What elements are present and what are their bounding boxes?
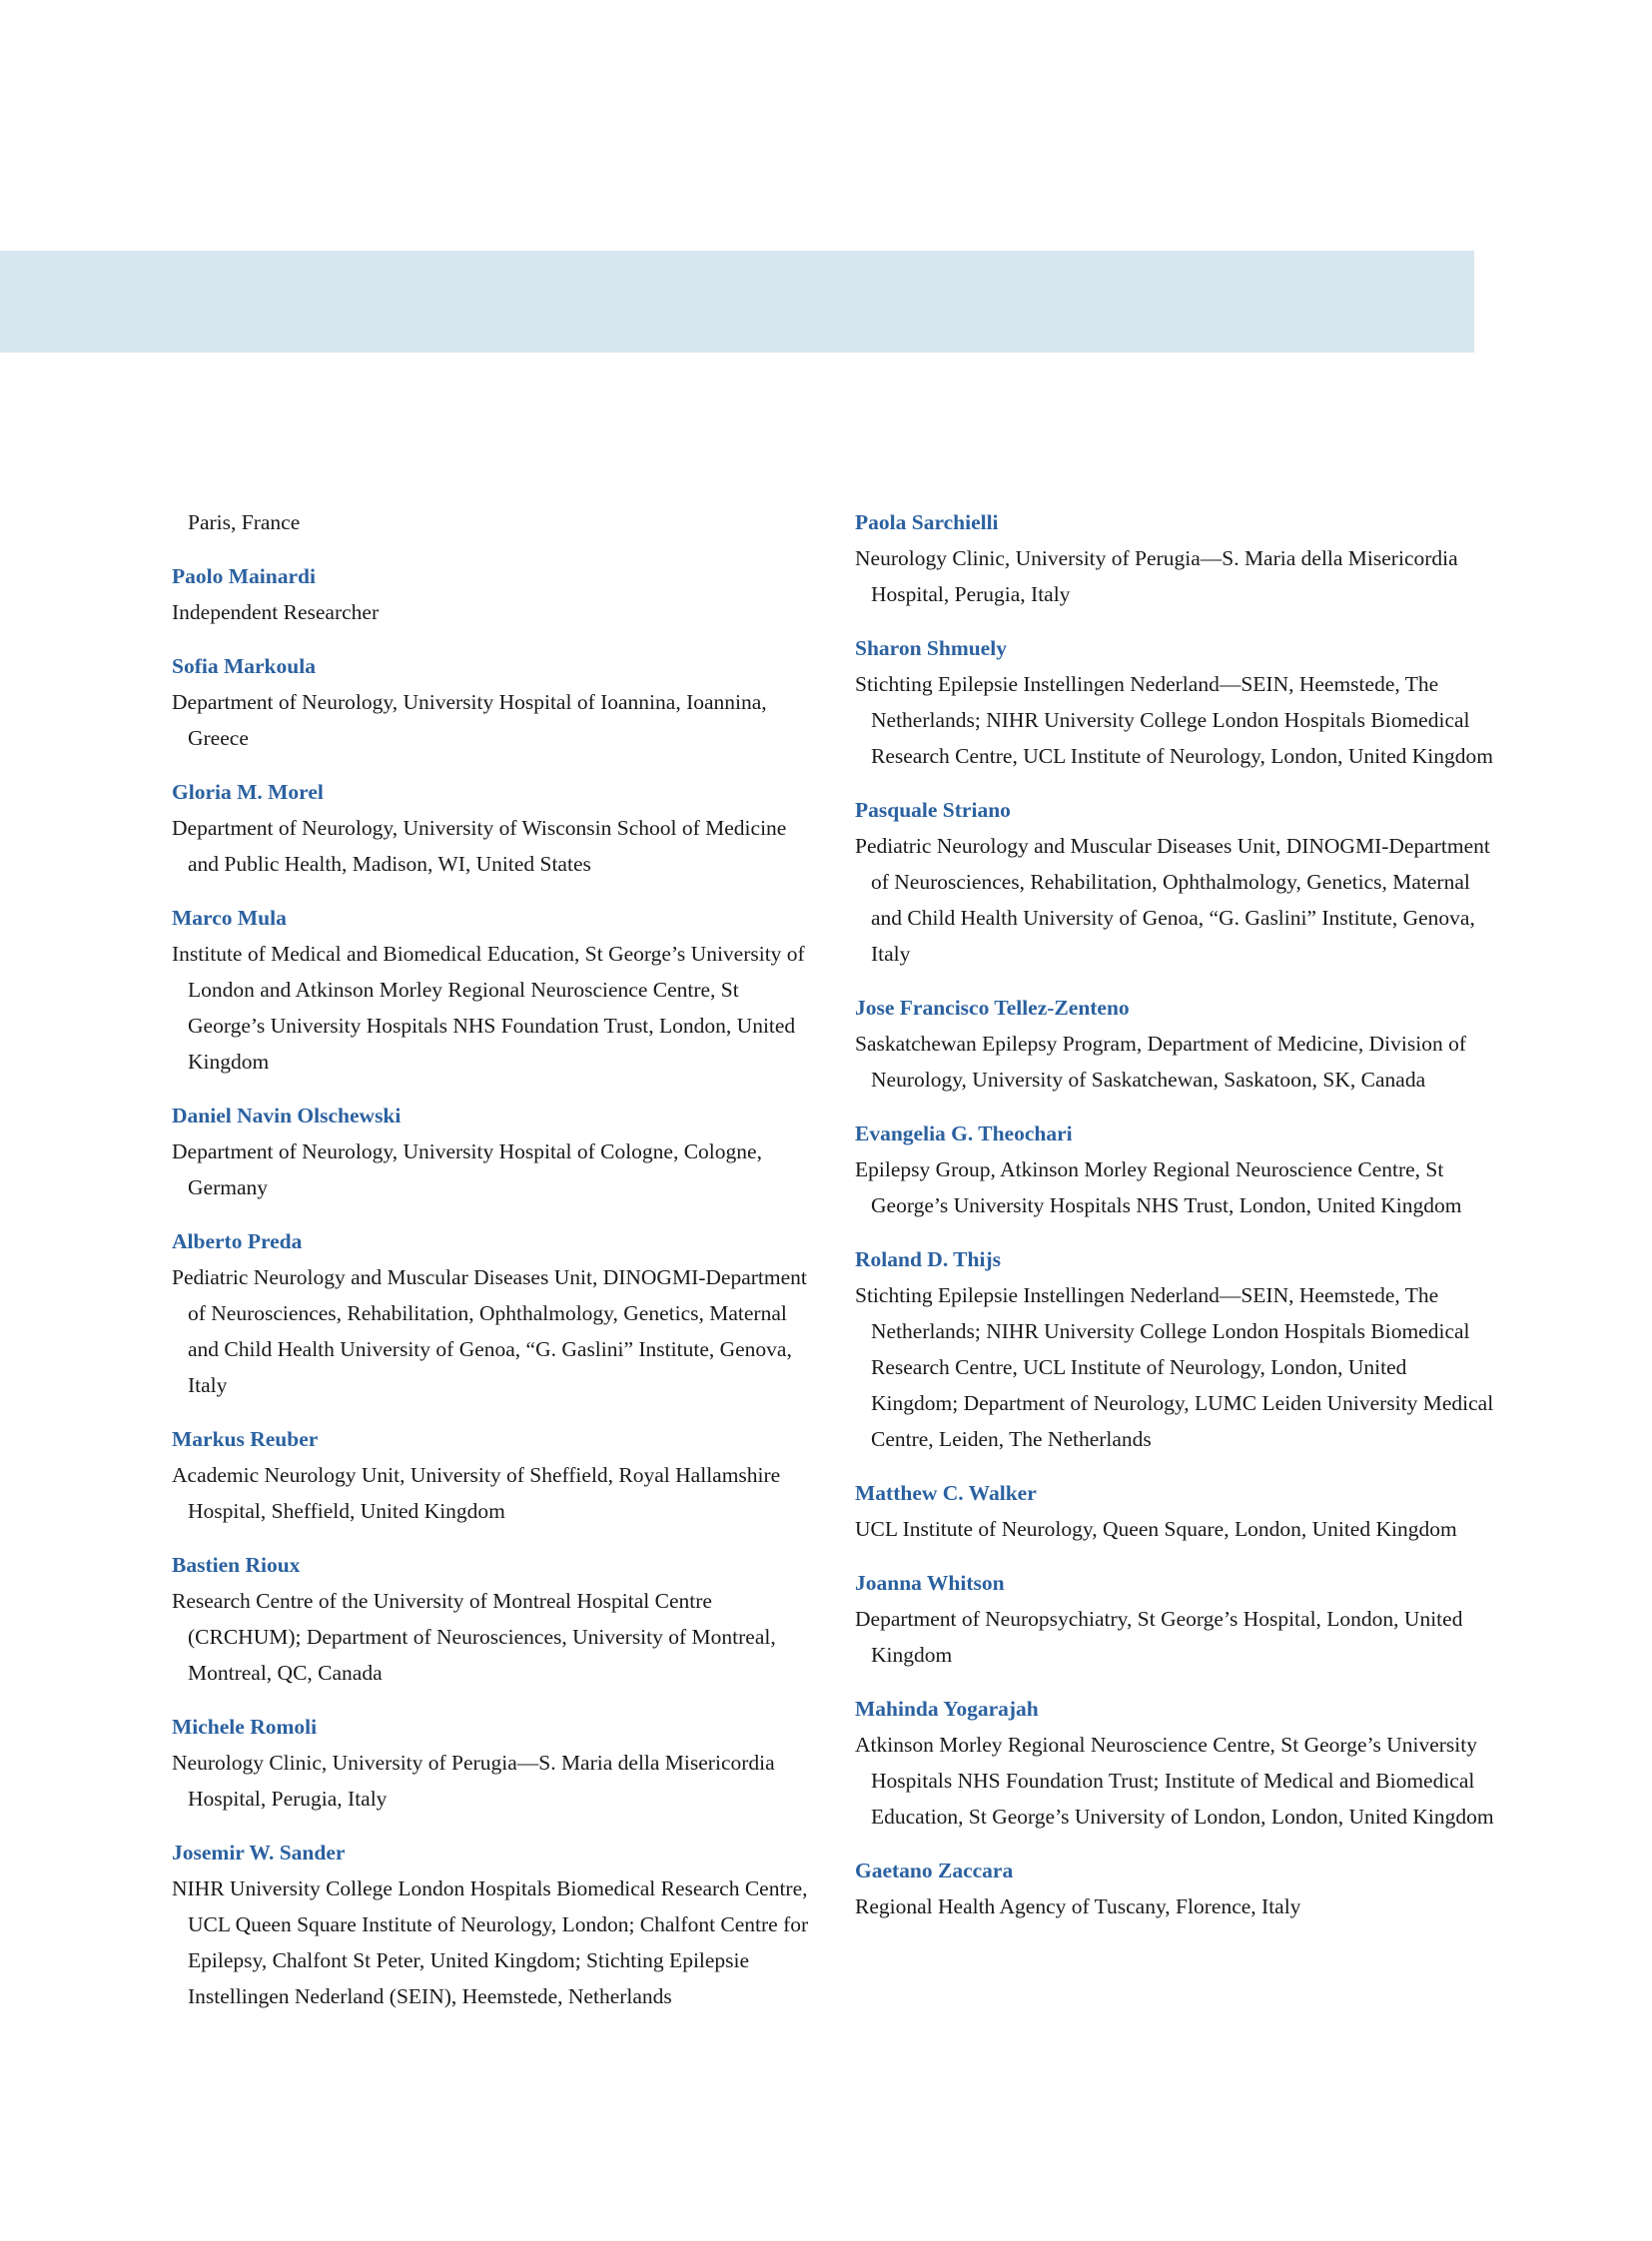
contributor-entry: [855, 990, 1494, 1098]
contributor-name: Gloria M. Morel: [172, 780, 324, 804]
contributor-affiliation: Saskatchewan Epilepsy Program, Department of Medicine, Division of Neurology, University of Saskatchewan, Saskatoon, SK, Canada: [855, 1032, 1467, 1092]
contributor-affiliation: Stichting Epilepsie Instellingen Nederland—SEIN, Heemstede, The Netherlands; NIHR University College London Hospitals Biomedical Research Centre, UCL Institute of Neurology, London, United Kingdom; Department of Neurology, LUMC Leiden University Medical Centre, Leiden, The Netherlands: [855, 1283, 1494, 1451]
contributor-entry: [172, 900, 811, 1080]
contributor-name: Markus Reuber: [172, 1427, 319, 1451]
contributor-affiliation: Epilepsy Group, Atkinson Morley Regional Neuroscience Centre, St George’s University Hospitals NHS Trust, London, United Kingdom: [855, 1157, 1462, 1217]
contributor-name: Jose Francisco Tellez-Zenteno: [855, 996, 1130, 1020]
continued-affiliation: Paris, France: [188, 510, 301, 534]
contributor-name: Paolo Mainardi: [172, 564, 316, 588]
contributor-affiliation: Institute of Medical and Biomedical Education, St George’s University of London and Atkinson Morley Regional Neuroscience Centre, St George’s University Hospitals NHS Foundation Trust, London, United Kingdom: [172, 942, 805, 1074]
contributor-entry: [855, 1853, 1494, 1924]
contributor-name: Pasquale Striano: [855, 798, 1011, 822]
contributor-affiliation: Department of Neuropsychiatry, St George’s Hospital, London, United Kingdom: [855, 1607, 1463, 1667]
contributor-entry: [172, 1098, 811, 1205]
contributor-entry: [172, 1547, 811, 1691]
contributor-affiliation: UCL Institute of Neurology, Queen Square, London, United Kingdom: [855, 1517, 1457, 1541]
contributor-affiliation: Department of Neurology, University of Wisconsin School of Medicine and Public Health, Madison, WI, United States: [172, 816, 787, 876]
contributor-entry: [855, 1241, 1494, 1457]
contributor-affiliation: Regional Health Agency of Tuscany, Florence, Italy: [855, 1894, 1301, 1918]
header-band: [0, 251, 1474, 353]
contributor-affiliation: Atkinson Morley Regional Neuroscience Centre, St George’s University Hospitals NHS Foundation Trust; Institute of Medical and Biomedical Education, St George’s University of London, London, United Kingdom: [855, 1733, 1494, 1829]
contributor-entry: [172, 648, 811, 756]
contributor-entry: [172, 774, 811, 882]
contributor-affiliation: Department of Neurology, University Hospital of Ioannina, Ioannina, Greece: [172, 690, 767, 750]
left-column: [172, 504, 811, 2032]
contributor-entry: [855, 504, 1494, 612]
contributor-name: Matthew C. Walker: [855, 1481, 1037, 1505]
contributor-name: Bastien Rioux: [172, 1553, 301, 1577]
contributor-name: Sofia Markoula: [172, 654, 316, 678]
contributor-entry: [855, 1691, 1494, 1835]
contributor-affiliation: Department of Neurology, University Hospital of Cologne, Cologne, Germany: [172, 1139, 762, 1199]
contributor-entry: [855, 1116, 1494, 1223]
contributor-affiliation: Neurology Clinic, University of Perugia—S. Maria della Misericordia Hospital, Perugia, Italy: [172, 1751, 775, 1811]
contributor-affiliation: NIHR University College London Hospitals Biomedical Research Centre, UCL Queen Square Institute of Neurology, London; Chalfont Centre for Epilepsy, Chalfont St Peter, United Kingdom; Stichting Epilepsie Instellingen Nederland (SEIN), Heemstede, Netherlands: [172, 1876, 809, 2008]
contributor-entry: [172, 1709, 811, 1817]
contributor-entry: [172, 1223, 811, 1403]
contributor-entry: [855, 1475, 1494, 1547]
contributor-entry: [172, 1835, 811, 2014]
contributor-affiliation: Pediatric Neurology and Muscular Diseases Unit, DINOGMI-Department of Neurosciences, Rehabilitation, Ophthalmology, Genetics, Maternal and Child Health University of Genoa, “G. Gaslini” Institute, Genova, Italy: [855, 834, 1490, 966]
contributor-affiliation: Independent Researcher: [172, 600, 380, 624]
contributor-name: Gaetano Zaccara: [855, 1859, 1014, 1882]
contributor-name: Roland D. Thijs: [855, 1247, 1001, 1271]
contributor-entry: [855, 630, 1494, 774]
contributor-entry: [172, 1421, 811, 1529]
contributor-affiliation: Neurology Clinic, University of Perugia—S. Maria della Misericordia Hospital, Perugia, Italy: [855, 546, 1458, 606]
contributor-entry: [855, 1565, 1494, 1673]
contributor-affiliation: Stichting Epilepsie Instellingen Nederland—SEIN, Heemstede, The Netherlands; NIHR University College London Hospitals Biomedical Research Centre, UCL Institute of Neurology, London, United Kingdom: [855, 672, 1493, 768]
contributor-name: Michele Romoli: [172, 1715, 318, 1739]
contributor-affiliation: Research Centre of the University of Montreal Hospital Centre (CRCHUM); Department of Neurosciences, University of Montreal, Montreal, QC, Canada: [172, 1589, 776, 1685]
contributor-entry: [172, 558, 811, 630]
contributor-name: Daniel Navin Olschewski: [172, 1104, 402, 1127]
right-column: [855, 504, 1494, 1942]
contributor-name: Paola Sarchielli: [855, 510, 999, 534]
contributor-name: Mahinda Yogarajah: [855, 1697, 1039, 1721]
contributor-affiliation: Pediatric Neurology and Muscular Diseases Unit, DINOGMI-Department of Neurosciences, Rehabilitation, Ophthalmology, Genetics, Maternal and Child Health University of Genoa, “G. Gaslini” Institute, Genova, Italy: [172, 1265, 807, 1397]
contributor-name: Sharon Shmuely: [855, 636, 1007, 660]
contributor-name: Alberto Preda: [172, 1229, 303, 1253]
contributor-name: Joanna Whitson: [855, 1571, 1005, 1595]
contributor-name: Evangelia G. Theochari: [855, 1121, 1073, 1145]
contributor-entry: [855, 792, 1494, 972]
contributor-affiliation: Academic Neurology Unit, University of Sheffield, Royal Hallamshire Hospital, Sheffield, United Kingdom: [172, 1463, 781, 1523]
contributor-name: Josemir W. Sander: [172, 1841, 346, 1865]
contributor-name: Marco Mula: [172, 906, 287, 930]
